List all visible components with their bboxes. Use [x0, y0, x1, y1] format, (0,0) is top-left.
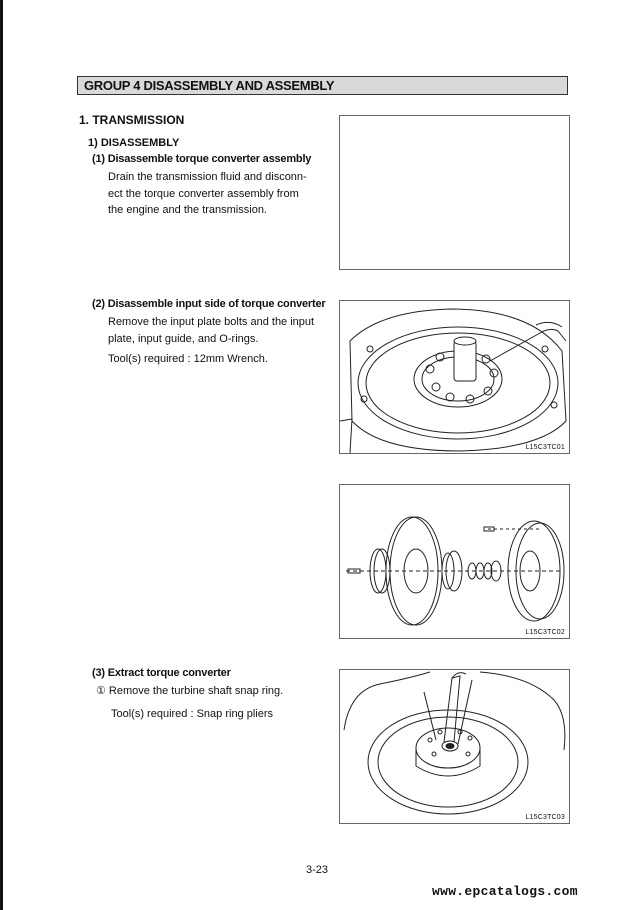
sub-title: 1) DISASSEMBLY — [88, 137, 180, 149]
step-1-line: Drain the transmission fluid and disconn- — [108, 171, 307, 183]
figure-1 — [339, 300, 570, 454]
step-1-text — [108, 169, 307, 219]
step-3-item: ① Remove the turbine shaft snap ring. — [96, 685, 284, 697]
figure-code: L15C3TC03 — [525, 814, 565, 821]
step-3-title: (3) Extract torque converter — [92, 667, 231, 679]
step-3-tool: Tool(s) required : Snap ring pliers — [111, 708, 274, 720]
page-left-edge — [0, 0, 3, 910]
step-2-line: plate, input guide, and O-rings. — [108, 332, 259, 345]
snap-ring-pliers-icon — [340, 670, 569, 823]
section-title: 1. TRANSMISSION — [79, 113, 185, 127]
step-1-line: ect the torque converter assembly from — [108, 187, 299, 200]
step-1-title: (1) Disassemble torque converter assembly — [92, 153, 312, 165]
page-number: 3-23 — [306, 864, 329, 876]
figure-placeholder — [339, 115, 570, 270]
step-2-line: Remove the input plate bolts and the input — [108, 316, 315, 328]
torque-converter-bolts-icon — [340, 301, 569, 453]
group-header: GROUP 4 DISASSEMBLY AND ASSEMBLY — [77, 76, 568, 95]
watermark-link[interactable]: www.epcatalogs.com — [432, 884, 578, 899]
exploded-view-icon — [340, 485, 569, 638]
figure-3 — [339, 669, 570, 824]
step-2-title: (2) Disassemble input side of torque converter — [92, 298, 326, 310]
step-2-text — [108, 314, 314, 368]
figure-2 — [339, 484, 570, 639]
figure-code: L15C3TC02 — [525, 629, 565, 636]
figure-code: L15C3TC01 — [525, 444, 565, 451]
step-2-tool: Tool(s) required : 12mm Wrench. — [108, 353, 268, 365]
step-1-line: the engine and the transmission. — [108, 204, 267, 216]
